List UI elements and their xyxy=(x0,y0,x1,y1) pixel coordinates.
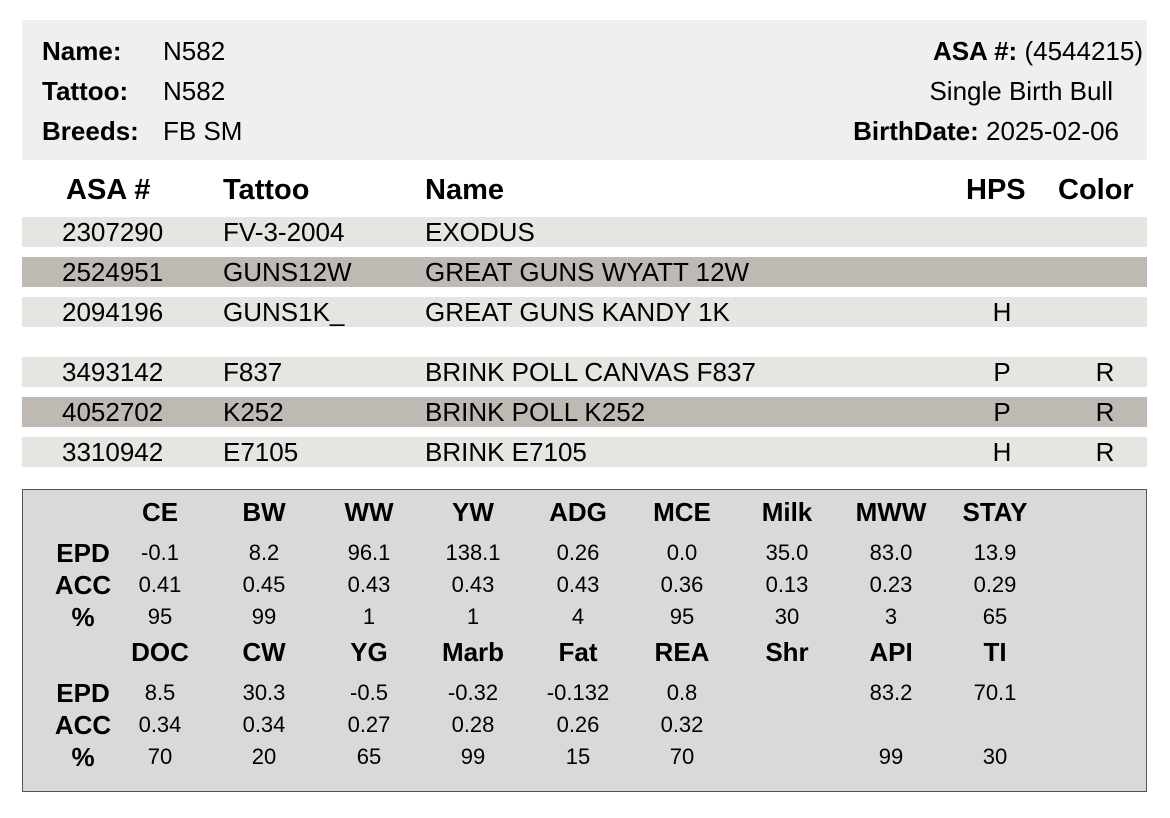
accuracy-value: 0.41 xyxy=(138,572,182,597)
epd-value: -0.32 xyxy=(447,680,499,705)
row-tattoo: K252 xyxy=(223,397,284,427)
row-asa: 2307290 xyxy=(62,217,164,247)
percentile-value: 65 xyxy=(356,744,382,769)
trait-header: API xyxy=(869,637,913,667)
row-tattoo: E7105 xyxy=(223,437,299,467)
trait-header: BW xyxy=(242,497,286,527)
birthdate-line xyxy=(853,116,1119,146)
trait-header: DOC xyxy=(131,637,189,667)
percentile-value: 99 xyxy=(251,604,277,629)
asa-value: (4544215) xyxy=(1024,36,1143,66)
trait-header: Fat xyxy=(558,637,598,667)
breeds-value: FB SM xyxy=(163,116,243,146)
epd-value: 8.2 xyxy=(248,540,280,565)
percentile-row-label: % xyxy=(71,742,95,772)
accuracy-value: 0.29 xyxy=(973,572,1017,597)
percentile-value: 30 xyxy=(774,604,800,629)
row-name: BRINK E7105 xyxy=(425,437,587,467)
epd-value: 8.5 xyxy=(144,680,176,705)
trait-header: YW xyxy=(452,497,494,527)
epd-value: 0.8 xyxy=(666,680,698,705)
row-name: EXODUS xyxy=(425,217,535,247)
accuracy-value: 0.45 xyxy=(242,572,286,597)
percentile-value: 15 xyxy=(565,744,591,769)
table-row xyxy=(22,357,1147,387)
col-header-tattoo: Tattoo xyxy=(223,174,310,206)
percentile-value: 4 xyxy=(571,604,585,629)
accuracy-value: 0.34 xyxy=(138,712,182,737)
epd-value: 83.0 xyxy=(869,540,913,565)
percentile-value: 95 xyxy=(147,604,173,629)
accuracy-value: 0.43 xyxy=(556,572,600,597)
epd-value: 13.9 xyxy=(973,540,1017,565)
trait-header: MCE xyxy=(653,497,711,527)
row-tattoo: GUNS1K_ xyxy=(223,297,345,327)
row-tattoo: FV-3-2004 xyxy=(223,217,345,247)
percentile-value: 20 xyxy=(251,744,277,769)
asa-line xyxy=(933,36,1143,66)
epd-value: -0.132 xyxy=(546,680,610,705)
row-name: GREAT GUNS WYATT 12W xyxy=(425,257,750,287)
breeds-label: Breeds: xyxy=(42,116,139,146)
table-row xyxy=(22,397,1147,427)
epd-value: 0.26 xyxy=(556,540,600,565)
accuracy-value: 0.43 xyxy=(347,572,391,597)
trait-header: MWW xyxy=(855,497,927,527)
row-hps: H xyxy=(992,297,1012,327)
epd-value: -0.5 xyxy=(350,680,388,705)
trait-header: CE xyxy=(141,497,179,527)
accuracy-value: 0.36 xyxy=(660,572,704,597)
row-asa: 3310942 xyxy=(62,437,164,467)
epd-value: 0.0 xyxy=(666,540,698,565)
row-asa: 3493142 xyxy=(62,357,164,387)
percentile-value: 1 xyxy=(466,604,480,629)
table-row xyxy=(22,437,1147,467)
col-header-asa: ASA # xyxy=(66,174,151,206)
accuracy-value: 0.28 xyxy=(451,712,495,737)
epd-value: 83.2 xyxy=(869,680,913,705)
epd-value: 35.0 xyxy=(765,540,809,565)
row-hps: H xyxy=(992,437,1012,467)
col-header-name: Name xyxy=(425,174,504,206)
trait-header: REA xyxy=(654,637,710,667)
row-name: GREAT GUNS KANDY 1K xyxy=(425,297,730,327)
accuracy-value: 0.13 xyxy=(765,572,809,597)
row-color: R xyxy=(1095,397,1115,427)
tattoo-value: N582 xyxy=(163,76,226,106)
birthdate-label: BirthDate: xyxy=(853,116,979,146)
acc-row-label: ACC xyxy=(54,570,112,600)
row-color: R xyxy=(1095,357,1115,387)
percentile-value: 70 xyxy=(147,744,173,769)
row-asa: 4052702 xyxy=(62,397,164,427)
row-asa: 2524951 xyxy=(62,257,164,287)
trait-header: STAY xyxy=(962,497,1028,527)
epd-table xyxy=(22,489,1147,792)
trait-header: Shr xyxy=(765,637,809,667)
epd-value: 30.3 xyxy=(242,680,286,705)
epd-value: 138.1 xyxy=(445,540,501,565)
percentile-value: 65 xyxy=(982,604,1008,629)
trait-header: WW xyxy=(344,497,394,527)
trait-header: TI xyxy=(983,637,1007,667)
epd-value: 96.1 xyxy=(347,540,391,565)
epd-row-label: EPD xyxy=(56,538,110,568)
percentile-value: 99 xyxy=(460,744,486,769)
col-header-hps: HPS xyxy=(966,174,1026,206)
birthdate-value: 2025-02-06 xyxy=(986,116,1119,146)
trait-header: Marb xyxy=(441,637,505,667)
name-label: Name: xyxy=(42,36,122,66)
epd-value: 70.1 xyxy=(973,680,1017,705)
table-row xyxy=(22,217,1147,247)
percentile-value: 70 xyxy=(669,744,695,769)
acc-row-label: ACC xyxy=(54,710,112,740)
accuracy-value: 0.27 xyxy=(347,712,391,737)
row-tattoo: F837 xyxy=(223,357,283,387)
animal-header xyxy=(22,20,1147,160)
asa-label: ASA #: xyxy=(932,36,1018,66)
row-tattoo: GUNS12W xyxy=(223,257,352,287)
row-asa: 2094196 xyxy=(62,297,164,327)
accuracy-value: 0.32 xyxy=(660,712,704,737)
row-hps: P xyxy=(993,357,1011,387)
col-header-color: Color xyxy=(1058,174,1134,206)
table-row xyxy=(22,297,1147,327)
row-name: BRINK POLL K252 xyxy=(425,397,646,427)
row-hps: P xyxy=(993,397,1011,427)
table-row xyxy=(22,257,1147,287)
percentile-row-label: % xyxy=(71,602,95,632)
row-name: BRINK POLL CANVAS F837 xyxy=(425,357,756,387)
trait-header: YG xyxy=(350,637,388,667)
percentile-value: 99 xyxy=(878,744,904,769)
trait-header: ADG xyxy=(549,497,607,527)
tattoo-label: Tattoo: xyxy=(42,76,129,106)
row-color: R xyxy=(1095,437,1115,467)
trait-header: Milk xyxy=(761,497,813,527)
name-value: N582 xyxy=(163,36,226,66)
epd-value: -0.1 xyxy=(141,540,179,565)
percentile-value: 30 xyxy=(982,744,1008,769)
accuracy-value: 0.43 xyxy=(451,572,495,597)
accuracy-value: 0.23 xyxy=(869,572,913,597)
percentile-value: 3 xyxy=(884,604,898,629)
accuracy-value: 0.34 xyxy=(242,712,286,737)
accuracy-value: 0.26 xyxy=(556,712,600,737)
epd-row-label: EPD xyxy=(56,678,110,708)
trait-header: CW xyxy=(242,637,286,667)
percentile-value: 1 xyxy=(362,604,376,629)
birth-type: Single Birth Bull xyxy=(929,76,1113,106)
percentile-value: 95 xyxy=(669,604,695,629)
